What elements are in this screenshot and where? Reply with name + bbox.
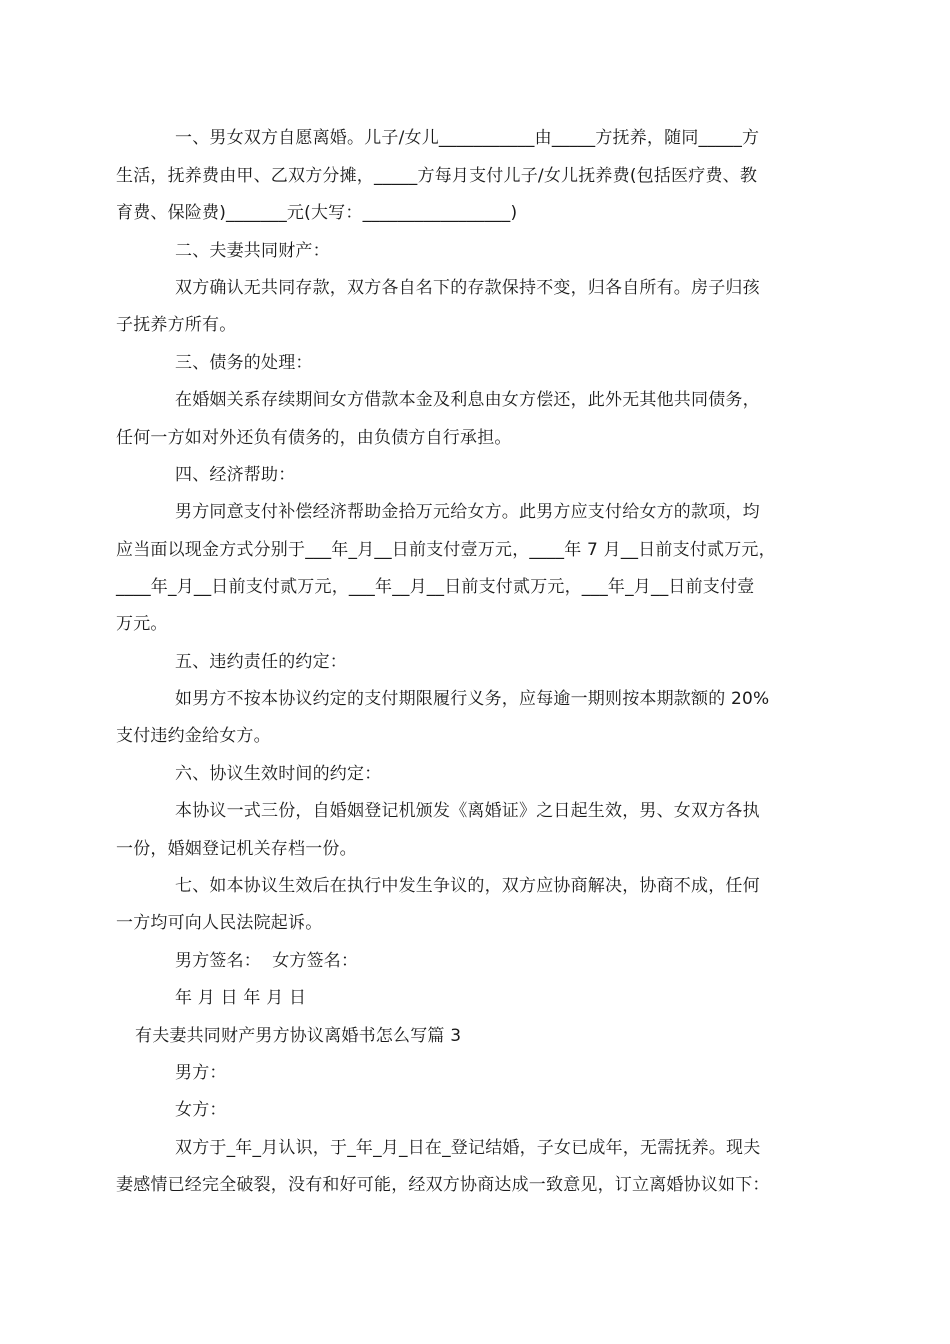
section-heading-breach: 五、违约责任的约定： <box>175 652 347 672</box>
property-line-2: 子抚养方所有。 <box>116 315 237 335</box>
clause-1-line-1: 一、男女双方自愿离婚。儿子/女儿___________由_____方抚养，随同_____方 <box>175 128 760 148</box>
clause-1-line-2: 生活，抚养费由甲、乙双方分摊，_____方每月支付儿子/女儿抚养费(包括医疗费、教 <box>116 166 758 186</box>
signature-line: 男方签名： 女方签名： <box>175 951 359 971</box>
debt-line-1: 在婚姻关系存续期间女方借款本金及利息由女方偿还，此外无其他共同债务， <box>175 390 760 410</box>
economic-help-line-2: 应当面以现金方式分别于___年_月__日前支付壹万元，____年 7 月__日前支付贰万元， <box>116 540 776 560</box>
economic-help-line-3: ____年_月__日前支付贰万元，___年__月__日前支付贰万元，___年_月__日前支付壹 <box>116 577 755 597</box>
effective-line-1: 本协议一式三份，自婚姻登记机颁发《离婚证》之日起生效，男、女双方各执 <box>175 801 760 821</box>
party-male-label: 男方： <box>175 1063 227 1083</box>
intro-line-1: 双方于_年_月认识，于_年_月_日在_登记结婚，子女已成年，无需抚养。现夫 <box>175 1138 761 1158</box>
dispute-line-2: 一方均可向人民法院起诉。 <box>116 913 323 933</box>
dispute-line-1: 七、如本协议生效后在执行中发生争议的，双方应协商解决，协商不成，任何 <box>175 876 760 896</box>
economic-help-line-1: 男方同意支付补偿经济帮助金拾万元给女方。此男方应支付给女方的款项，均 <box>175 502 760 522</box>
party-female-label: 女方： <box>175 1100 227 1120</box>
clause-1-line-3: 育费、保险费)_______元(大写：_________________) <box>116 203 518 223</box>
section-heading-property: 二、夫妻共同财产： <box>175 241 330 261</box>
section-heading-effective: 六、协议生效时间的约定： <box>175 764 382 784</box>
effective-line-2: 一份，婚姻登记机关存档一份。 <box>116 839 357 859</box>
property-line-1: 双方确认无共同存款，双方各自名下的存款保持不变，归各自所有。房子归孩 <box>175 278 760 298</box>
breach-line-2: 支付违约金给女方。 <box>116 726 271 746</box>
intro-line-2: 妻感情已经完全破裂，没有和好可能，经双方协商达成一致意见，订立离婚协议如下： <box>116 1175 770 1195</box>
section-title-part-3: 有夫妻共同财产男方协议离婚书怎么写篇 3 <box>135 1026 462 1046</box>
section-heading-economic-help: 四、经济帮助： <box>175 465 296 485</box>
breach-line-1: 如男方不按本协议约定的支付期限履行义务，应每逾一期则按本期款额的 20% <box>175 689 770 709</box>
economic-help-line-4: 万元。 <box>116 614 168 634</box>
section-heading-debt: 三、债务的处理： <box>175 353 313 373</box>
date-line: 年 月 日 年 月 日 <box>175 988 307 1008</box>
debt-line-2: 任何一方如对外还负有债务的，由负债方自行承担。 <box>116 428 512 448</box>
